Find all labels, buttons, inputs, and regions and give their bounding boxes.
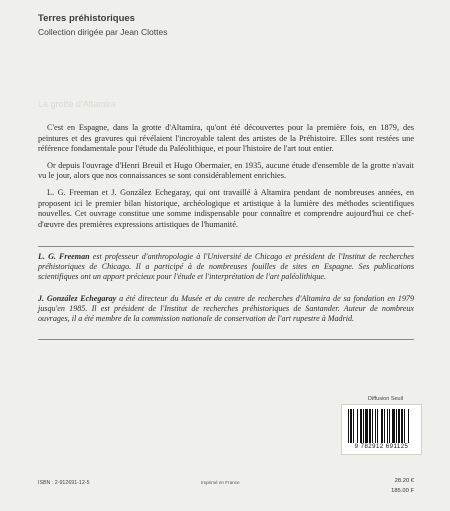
author-name-echegaray: J. González Echegaray [38,294,117,303]
distributor-label: Diffusion Seuil [368,396,404,402]
isbn: ISBN : 2-912691-12-5 [38,480,90,486]
blurb [38,123,414,236]
price-franc: 185.00 F [391,488,414,494]
blurb-paragraph-1: C'est en Espagne, dans la grotte d'Altamira, qu'ont été découvertes pour la première fois, en 1879, des peintures et des gravures qui révélaient l'incroyable talent des artistes de la Préhistoire. Elles sont restées une référence fondamentale pour l'étude du Paléolithique, et pour l'histoire de l'art tout entier. [38,123,414,154]
author-bio-echegaray [38,294,414,325]
author-bio-echegaray-text: a été directeur du Musée et du centre de recherches d'Altamira de sa fondation en 1979 jusqu'en 1985. Il est président de l'Institut de recherches préhistoriques de Santander. Auteur de nombreux ouvrages, il a été membre de la commission nationale de conservation de l'art rupestre à Madrid. [38,294,414,324]
barcode-number: 9 782912 691125 [354,444,409,450]
author-bio-freeman [38,252,414,283]
divider-bottom [38,339,414,340]
printed-in: Imprimé en France [201,480,240,485]
blurb-paragraph-3: L. G. Freeman et J. González Echegaray, qui ont travaillé à Altamira pendant de nombreuses années, en proposent ici le premier bilan historique, archéologique et artistique à la lumière des méthodes scientifiques nouvelles. Cet ouvrage constitue une somme indispensable pour connaître et comprendre aujourd'hui ce chef-d'œuvre des premières expressions artistiques de l'humanité. [38,187,414,229]
collection-line: Collection dirigée par Jean Clottes [38,27,168,37]
author-bio-freeman-text: est professeur d'anthropologie à l'Université de Chicago et président de l'Institut de recherches préhistoriques de Chicago. Il a participé à de nombreuses fouilles de sites en Espagne. Ses publications scientifiques ont un apport précieux pour l'étude et l'interprétation de l'art paléolithique. [38,252,414,282]
series-title: Terres préhistoriques [38,13,135,24]
price-euro: 28.20 € [394,478,414,484]
divider-top [38,246,414,247]
barcode-bars [348,409,415,443]
barcode [341,404,422,455]
blurb-paragraph-2: Or depuis l'ouvrage d'Henri Breuil et Hugo Obermaier, en 1935, aucune étude d'ensemble de la grotte n'avait vu le jour, alors que nos connaissances se sont considérablement enrichies. [38,160,414,181]
author-name-freeman: L. G. Freeman [38,252,90,261]
faint-book-title: La grotte d'Altamira [38,99,116,109]
